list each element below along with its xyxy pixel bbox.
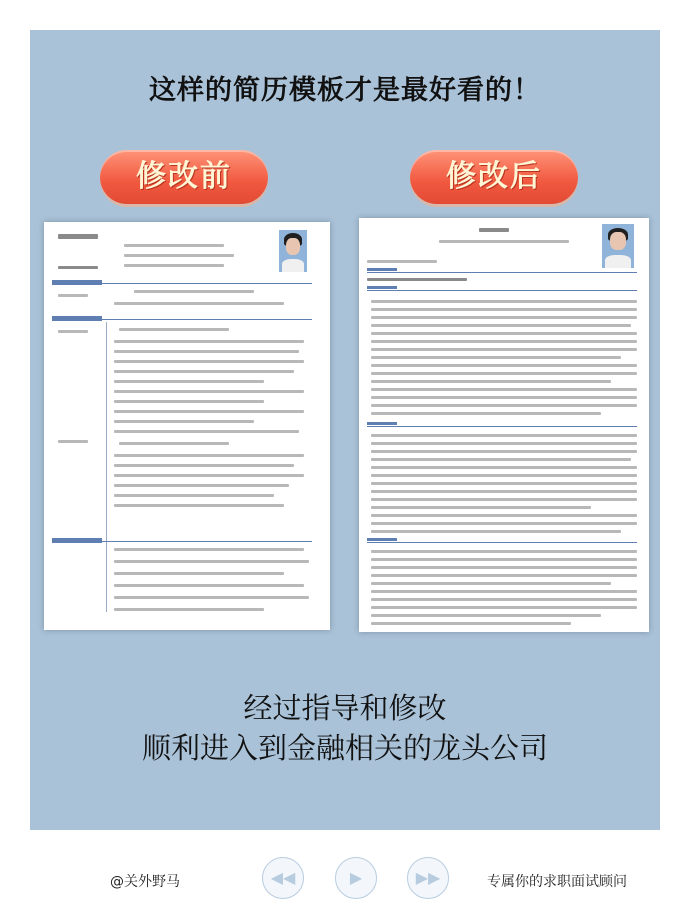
before-label: 修改前 xyxy=(100,150,268,204)
author-handle: @关外野马 xyxy=(110,874,180,890)
resume-photo xyxy=(602,224,634,268)
summary-caption xyxy=(0,688,690,768)
footer-bar xyxy=(0,845,690,922)
summary-line-1: 经过指导和修改 xyxy=(243,691,447,725)
tagline: 专属你的求职面试顾问 xyxy=(487,874,627,890)
after-label: 修改后 xyxy=(410,150,578,204)
fast-forward-icon[interactable]: ▶▶ xyxy=(407,857,449,899)
resume-before-image xyxy=(44,222,330,630)
headline: 这样的简历模板才是最好看的！ xyxy=(149,75,541,106)
resume-photo xyxy=(279,230,307,272)
resume-after-image xyxy=(359,218,649,632)
rewind-icon[interactable]: ◀◀ xyxy=(262,857,304,899)
summary-line-2: 顺利进入到金融相关的龙头公司 xyxy=(141,731,548,765)
play-icon[interactable]: ▶ xyxy=(335,857,377,899)
